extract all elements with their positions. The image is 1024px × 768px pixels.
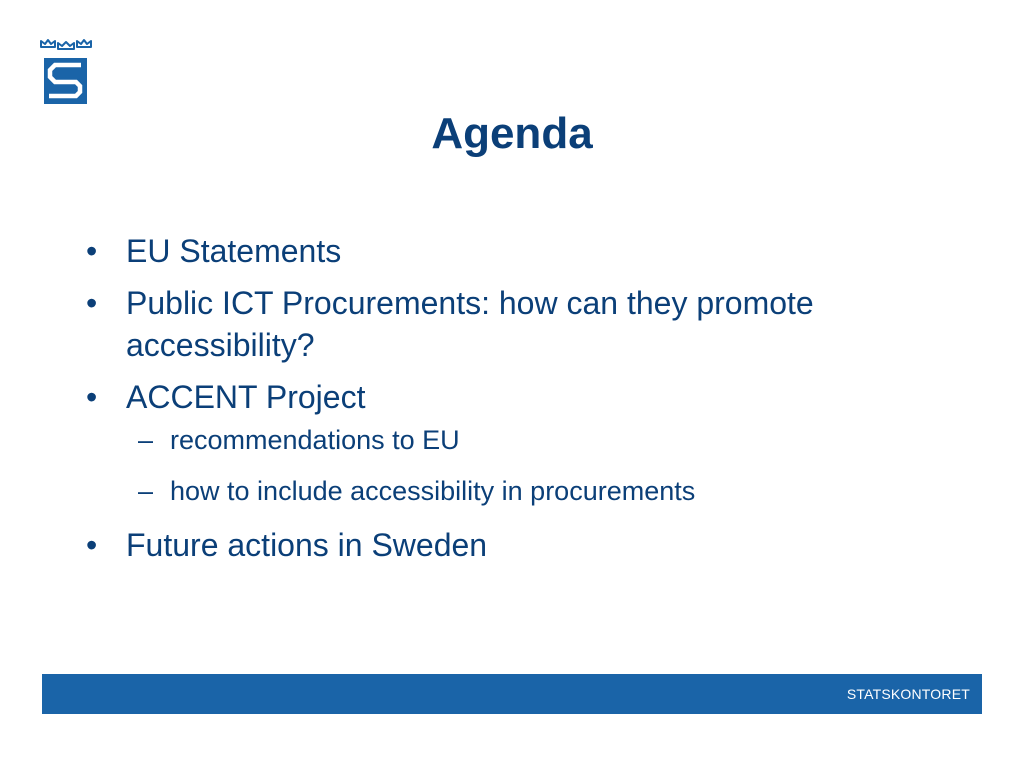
bullet-icon: • [86,233,98,269]
agenda-item-text: EU Statements [126,233,342,269]
footer-label: STATSKONTORET [846,686,970,702]
agenda-item-text: Public ICT Procurements: how can they promote accessibility? [126,285,814,363]
agenda-item-text: Future actions in Sweden [126,527,488,563]
bullet-icon: • [86,285,98,321]
bullet-icon: • [86,527,98,563]
subitem-text: how to include accessibility in procurements [170,476,696,506]
agenda-item-future-actions [86,524,966,566]
subitem-include-accessibility [126,473,966,509]
accent-subitems [126,422,966,509]
subitem-text: recommendations to EU [170,425,460,455]
footer-bar [42,674,982,714]
agenda-list [86,230,966,576]
agenda-item-public-ict [86,282,966,366]
three-crowns-s-logo-icon [38,38,94,108]
bullet-icon: • [86,379,98,415]
dash-icon: – [138,476,154,506]
agenda-item-text: ACCENT Project [126,379,366,415]
agenda-item-accent-project [86,376,966,509]
slide-title: Agenda [431,109,593,158]
dash-icon: – [138,425,154,455]
subitem-recommendations [126,422,966,458]
agenda-item-eu-statements [86,230,966,272]
